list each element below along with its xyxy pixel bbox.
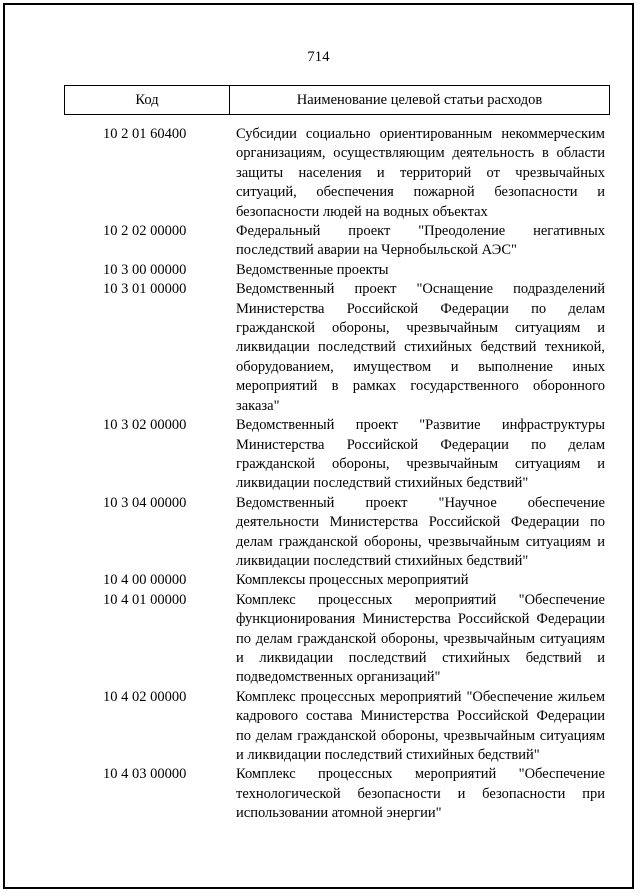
table-row bbox=[103, 261, 605, 280]
row-name: Ведомственные проекты bbox=[236, 261, 389, 278]
row-name: Ведомственный проект "Развитие инфраструктуры Министерства Российской Федерации по делам гражданской обороны, чрезвычайным ситуациям и ликвидации последствий стихийных бедствий" bbox=[236, 417, 605, 492]
table-row bbox=[103, 688, 605, 766]
row-code: 10 2 02 00000 bbox=[103, 223, 187, 240]
table-header bbox=[64, 85, 610, 115]
table-row bbox=[103, 765, 605, 823]
page-number: 714 bbox=[307, 49, 330, 65]
row-code: 10 4 01 00000 bbox=[103, 591, 187, 608]
row-name: Комплекс процессных мероприятий "Обеспечение функционирования Министерства Российской Федерации по делам гражданской обороны, чрезвычайным ситуациям и ликвидации последствий стихийных бедствий и подведомственных организаций" bbox=[236, 591, 605, 686]
header-code: Код bbox=[65, 86, 230, 114]
document-page bbox=[3, 3, 634, 889]
row-name: Субсидии социально ориентированным некоммерческим организациям, осуществляющим деятельность в области защиты населения и территорий от чрезвычайных ситуаций, обеспечения пожарной безопасности и безопасности людей на водных объектах bbox=[236, 126, 605, 220]
row-name: Ведомственный проект "Оснащение подразделений Министерства Российской Федерации по делам гражданской обороны, чрезвычайным ситуациям и ликвидации последствий стихийных бедствий техникой, оборудованием, имуществом и выполнение иных мероприятий в рамках государственного оборонного заказа" bbox=[236, 281, 605, 414]
row-name: Комплексы процессных мероприятий bbox=[236, 572, 469, 589]
table-row bbox=[103, 416, 605, 494]
table-row bbox=[103, 591, 605, 688]
row-name: Ведомственный проект "Научное обеспечение деятельности Министерства Российской Федерации по делам гражданской обороны, чрезвычайным ситуациям и ликвидации последствий стихийных бедствий" bbox=[236, 494, 605, 569]
row-code: 10 3 02 00000 bbox=[103, 417, 187, 434]
row-code: 10 4 00 00000 bbox=[103, 572, 187, 589]
table-row bbox=[103, 125, 605, 222]
row-code: 10 3 00 00000 bbox=[103, 261, 187, 278]
header-name: Наименование целевой статьи расходов bbox=[296, 91, 543, 108]
table-row bbox=[103, 280, 605, 416]
table-row bbox=[103, 494, 605, 572]
row-name: Комплекс процессных мероприятий "Обеспечение технологической безопасности и безопасности при использовании атомной энергии" bbox=[236, 766, 605, 822]
row-code: 10 3 01 00000 bbox=[103, 281, 187, 298]
row-code: 10 4 02 00000 bbox=[103, 688, 187, 705]
row-name: Федеральный проект "Преодоление негативных последствий аварии на Чернобыльской АЭС" bbox=[236, 223, 605, 259]
row-name: Комплекс процессных мероприятий "Обеспечение жильем кадрового состава Министерства Российской Федерации по делам гражданской обороны, чрезвычайным ситуациям и ликвидации последствий стихийных бедствий" bbox=[236, 688, 605, 763]
row-code: 10 3 04 00000 bbox=[103, 494, 187, 511]
row-code: 10 2 01 60400 bbox=[103, 126, 187, 142]
table-row bbox=[103, 222, 605, 261]
table-row bbox=[103, 571, 605, 590]
row-code: 10 4 03 00000 bbox=[103, 766, 187, 783]
table-body bbox=[103, 125, 605, 824]
